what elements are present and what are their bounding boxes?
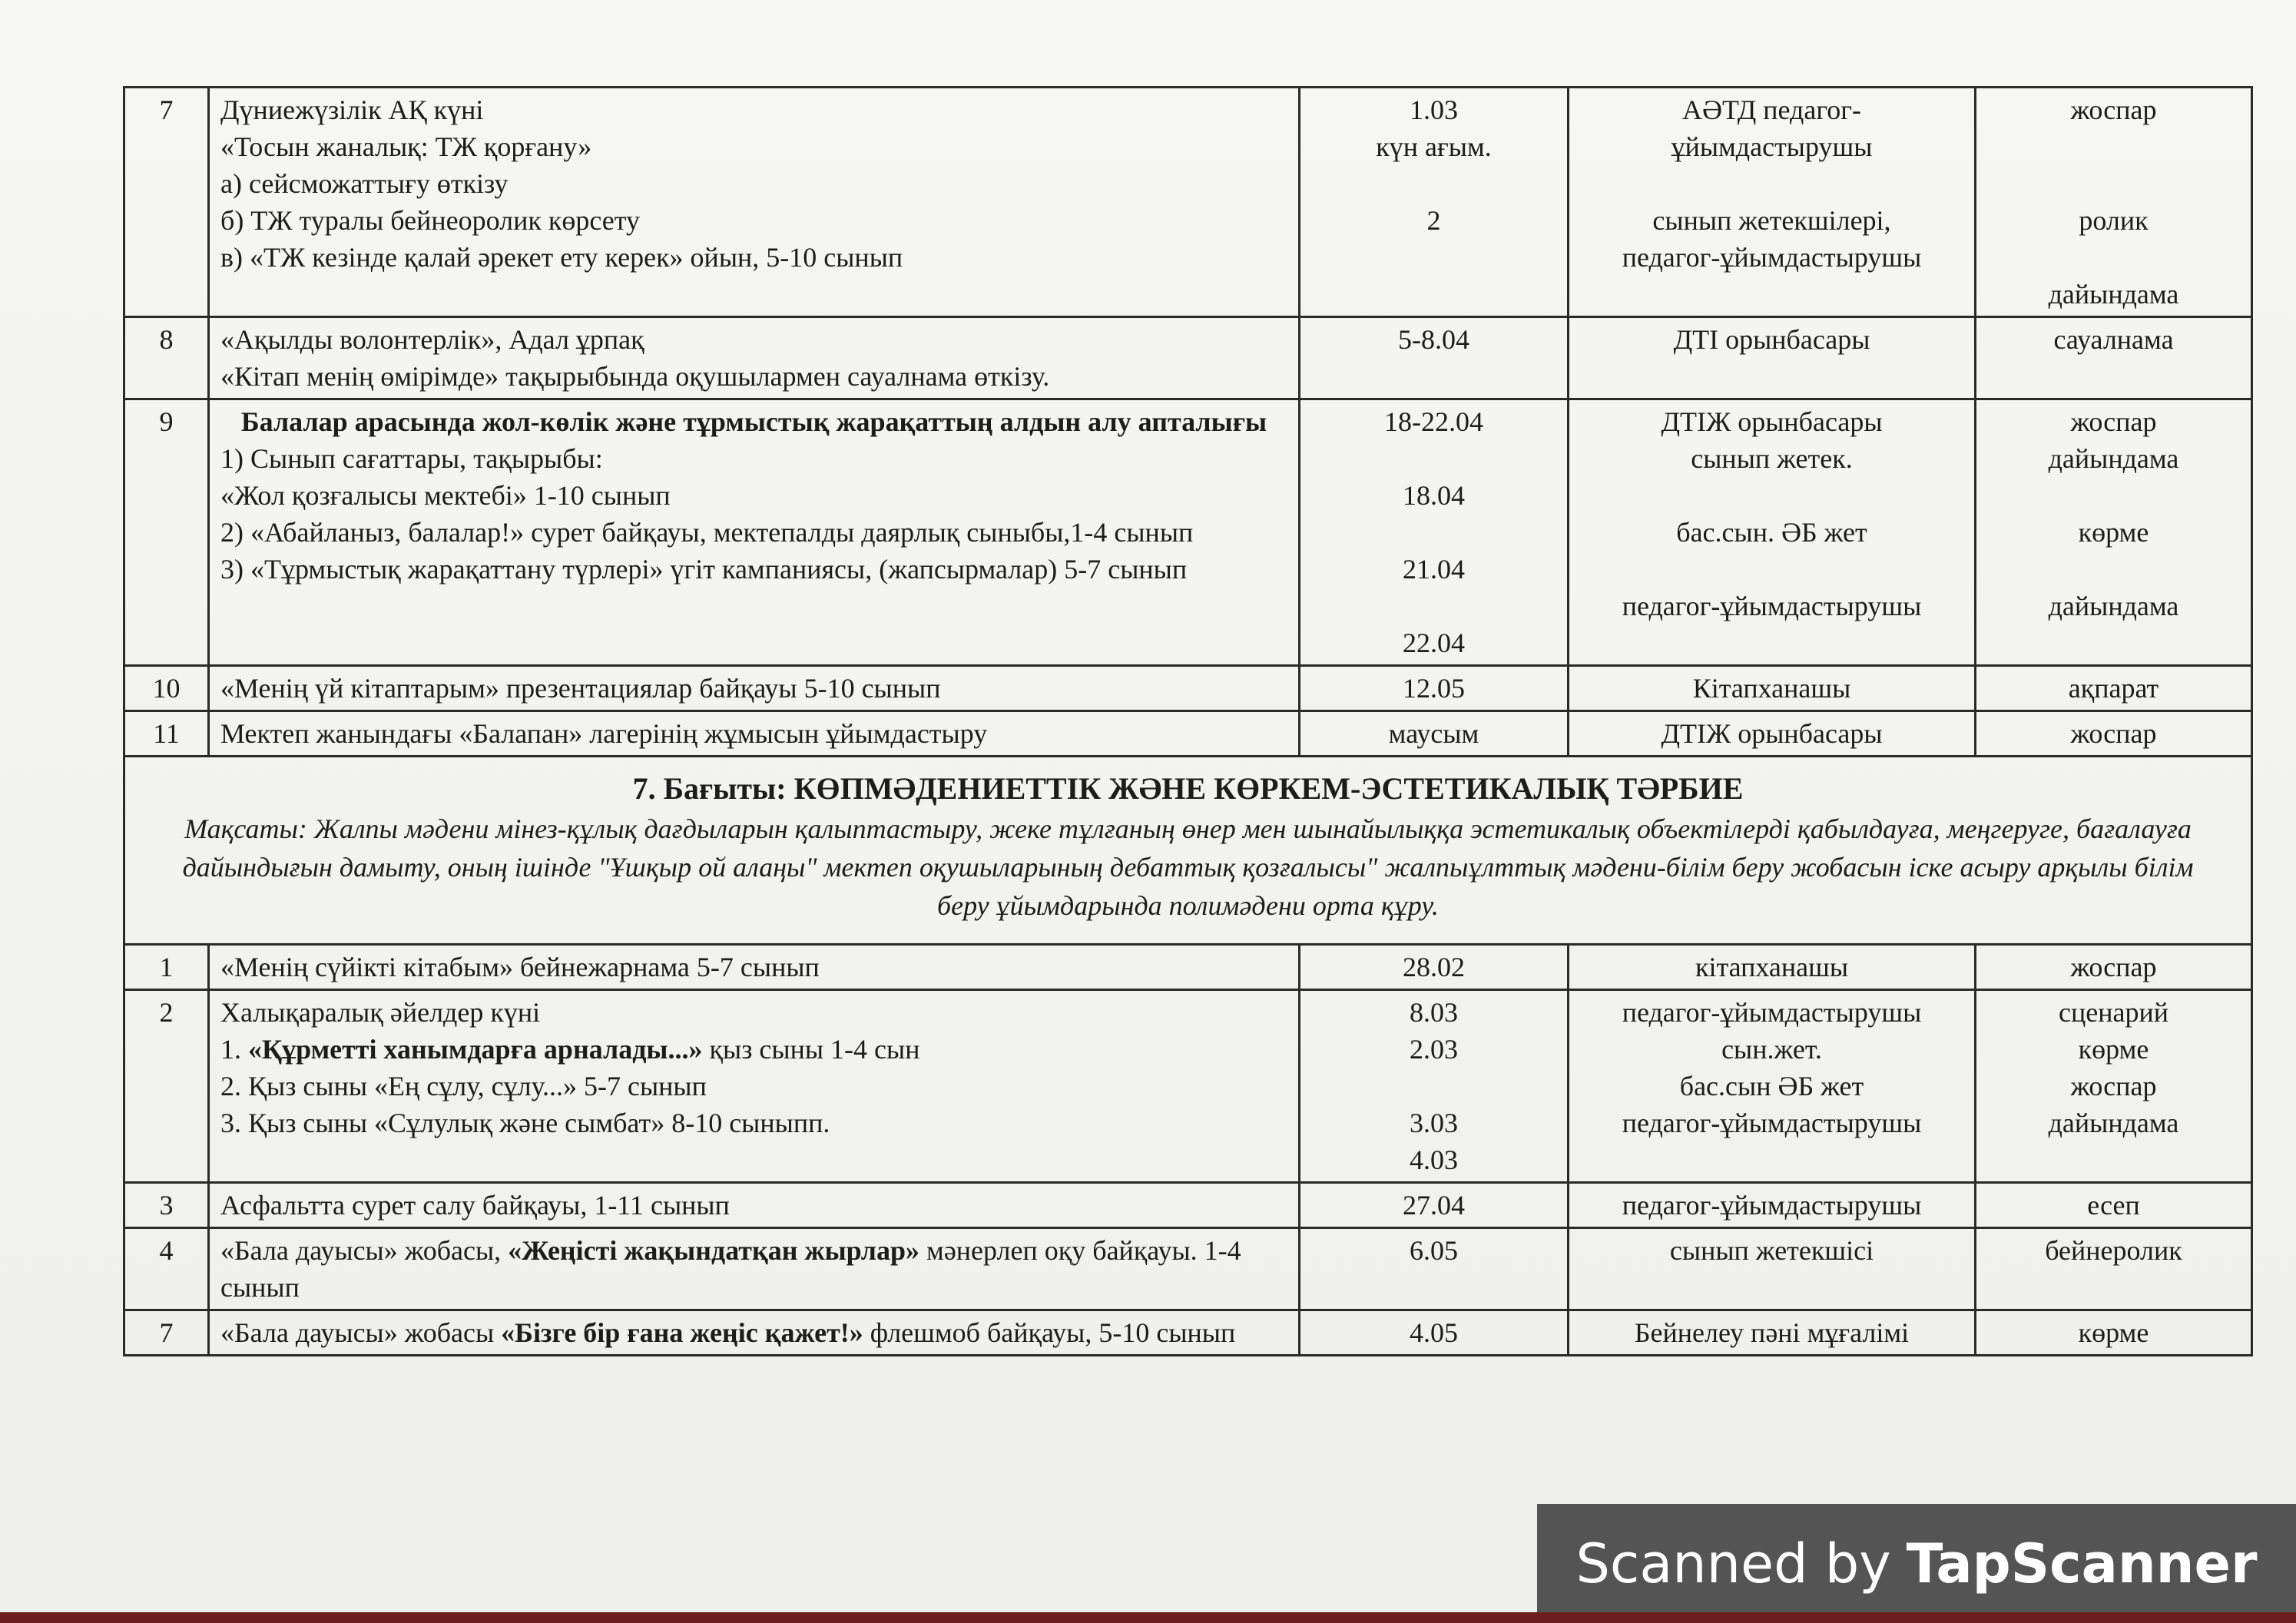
row-number: 9 <box>124 399 209 666</box>
row-number: 4 <box>124 1228 209 1310</box>
form-cell-line: жоспар <box>2070 718 2157 749</box>
row-number: 1 <box>124 945 209 990</box>
date-cell <box>1300 1183 1569 1228</box>
responsible-cell-line: педагог-ұйымдастырушы <box>1622 1190 1922 1221</box>
date-cell <box>1300 317 1569 399</box>
responsible-cell-line: ДТІЖ орынбасары <box>1661 718 1883 749</box>
row-number: 11 <box>124 711 209 757</box>
table-row <box>124 945 2252 990</box>
event-cell <box>209 1228 1300 1310</box>
row-number: 10 <box>124 666 209 711</box>
form-cell-line: жоспар <box>2070 1071 2157 1101</box>
form-cell-line: жоспар <box>2070 406 2157 437</box>
responsible-cell-line: бас.сын ӘБ жет <box>1679 1071 1864 1101</box>
responsible-cell-line: педагог-ұйымдастырушы <box>1622 1108 1922 1138</box>
table-row <box>124 1228 2252 1310</box>
event-line: а) сейсможаттығу өткізу <box>220 168 509 199</box>
table-body-top <box>124 88 2252 757</box>
form-cell <box>1976 1183 2252 1228</box>
form-cell <box>1976 945 2252 990</box>
event-line: «Кітап менің өмірімде» тақырыбында оқушылармен сауалнама өткізу. <box>220 361 1050 392</box>
table-row <box>124 88 2252 317</box>
date-cell-line: 1.03 <box>1410 94 1458 125</box>
date-cell-line: 28.02 <box>1403 952 1465 982</box>
responsible-cell-line: педагог-ұйымдастырушы <box>1622 242 1922 273</box>
table-row <box>124 399 2252 666</box>
event-line: 3) «Тұрмыстық жарақаттану түрлері» үгіт кампаниясы, (жапсырмалар) 5-7 сынып <box>220 554 1188 585</box>
event-line: Халықаралық әйелдер күні <box>220 997 541 1028</box>
desk-edge <box>0 1612 2296 1623</box>
event-line: Дүниежүзілік АҚ күні <box>220 94 484 125</box>
row-number: 8 <box>124 317 209 399</box>
date-cell-line: 22.04 <box>1403 628 1465 658</box>
table-body-bottom <box>124 945 2252 1356</box>
event-bold-title: «Құрметті ханымдарға арналады...» <box>248 1034 703 1065</box>
responsible-cell-line: ДТІ орынбасары <box>1673 324 1870 355</box>
event-line: б) ТЖ туралы бейнеоролик көрсету <box>220 205 640 236</box>
spacer <box>1580 477 1963 514</box>
event-line: «Менің сүйікті кітабым» бейнежарнама 5-7 сынып <box>220 952 820 982</box>
table-row <box>124 317 2252 399</box>
event-prefix: «Бала дауысы» жобасы, <box>220 1235 509 1266</box>
form-cell-line: жоспар <box>2070 94 2157 125</box>
spacer <box>1987 551 2240 588</box>
date-cell <box>1300 399 1569 666</box>
responsible-cell <box>1569 88 1976 317</box>
form-cell <box>1976 88 2252 317</box>
form-cell-line: көрме <box>2078 1034 2149 1065</box>
spacer <box>1311 588 1556 624</box>
event-prefix: «Бала дауысы» жобасы <box>220 1317 502 1348</box>
event-suffix: мәнерлеп оқу байқауы. 1-4 сынып <box>220 1235 1241 1303</box>
responsible-cell-line: сынып жетек. <box>1691 443 1853 474</box>
table-row <box>124 1183 2252 1228</box>
date-cell-line: маусым <box>1388 718 1479 749</box>
responsible-cell-line: ұйымдастырушы <box>1671 131 1873 162</box>
date-cell <box>1300 666 1569 711</box>
row-number: 2 <box>124 990 209 1183</box>
section-title: 7. Бағыты: КӨПМӘДЕНИЕТТІК ЖӘНЕ КӨРКЕМ-ЭСТЕТИКАЛЫҚ ТӘРБИЕ <box>632 771 1744 806</box>
section-goal: Мақсаты: Жалпы мәдени мінез-құлық дағдыларын қалыптастыру, жеке тұлғаның өнер мен шынайылыққа эстетикалық объектілерді қабылдауға, меңгеруге, бағалауға дайындығын дамыту, оның ішінде "Ұшқыр ой алаңы" мектеп оқушыларының дебаттық қозғалысы" жалпыұлттық мәдени-білім беру жобасын іске асыру арқылы білім беру ұйымдарында полимәдени орта құру. <box>182 813 2194 921</box>
section-row-group <box>124 757 2252 945</box>
form-cell <box>1976 666 2252 711</box>
form-cell-line: сауалнама <box>2053 324 2174 355</box>
spacer <box>1311 165 1556 202</box>
event-line: 1. «Құрметті ханымдарға арналады...» қыз сыны 1-4 сын <box>220 1034 920 1065</box>
form-cell-line: ролик <box>2079 205 2149 236</box>
form-cell <box>1976 990 2252 1183</box>
date-cell-line: 18.04 <box>1403 480 1465 511</box>
row-number: 3 <box>124 1183 209 1228</box>
event-line: 2. Қыз сыны «Ең сұлу, сұлу...» 5-7 сынып <box>220 1071 707 1101</box>
date-cell-line: 6.05 <box>1410 1235 1458 1266</box>
table-row <box>124 711 2252 757</box>
responsible-cell-line: педагог-ұйымдастырушы <box>1622 591 1922 621</box>
event-cell <box>209 1310 1300 1356</box>
date-cell <box>1300 711 1569 757</box>
responsible-cell-line: бас.сын. ӘБ жет <box>1676 517 1867 548</box>
responsible-cell-line: АӘТД педагог- <box>1682 94 1861 125</box>
responsible-cell <box>1569 990 1976 1183</box>
responsible-cell <box>1569 945 1976 990</box>
plan-table <box>123 86 2253 1356</box>
responsible-cell <box>1569 1183 1976 1228</box>
form-cell-line: жоспар <box>2070 952 2157 982</box>
date-cell-line: 12.05 <box>1403 673 1465 704</box>
responsible-cell <box>1569 1310 1976 1356</box>
date-cell <box>1300 88 1569 317</box>
table-row <box>124 1310 2252 1356</box>
event-bold-title: «Жеңісті жақындатқан жырлар» <box>508 1235 920 1266</box>
date-cell <box>1300 1310 1569 1356</box>
scanner-watermark <box>1537 1504 2296 1623</box>
event-cell <box>209 88 1300 317</box>
table-row <box>124 990 2252 1183</box>
event-line: 1) Сынып сағаттары, тақырыбы: <box>220 443 603 474</box>
spacer <box>1987 477 2240 514</box>
form-cell-line: көрме <box>2078 517 2149 548</box>
responsible-cell-line: сынып жетекшісі <box>1669 1235 1874 1266</box>
watermark-brand: TapScanner <box>1906 1532 2258 1595</box>
event-cell <box>209 990 1300 1183</box>
event-line: 3. Қыз сыны «Сұлулық және сымбат» 8-10 сыныпп. <box>220 1108 830 1138</box>
event-line: Мектеп жанындағы «Балапан» лагерінің жұмысын ұйымдастыру <box>220 718 988 749</box>
responsible-cell <box>1569 399 1976 666</box>
spacer <box>1987 128 2240 165</box>
form-cell-line: дайындама <box>2048 443 2179 474</box>
responsible-cell <box>1569 317 1976 399</box>
event-title: Балалар арасында жол-көлік және тұрмыстық жарақаттың алдын алу апталығы <box>240 406 1267 437</box>
spacer <box>1580 165 1963 202</box>
responsible-cell-line: ДТІЖ орынбасары <box>1661 406 1883 437</box>
form-cell-line: дайындама <box>2048 1108 2179 1138</box>
date-cell-line: 3.03 <box>1410 1108 1458 1138</box>
event-cell <box>209 317 1300 399</box>
event-line: 2) «Абайланыз, балалар!» сурет байқауы, мектепалды даярлық сыныбы,1-4 сынып <box>220 517 1194 548</box>
spacer <box>1311 1068 1556 1105</box>
responsible-cell-line: сын.жет. <box>1721 1034 1822 1065</box>
spacer <box>1311 440 1556 477</box>
event-line: «Тосын жаналық: ТЖ қорғану» <box>220 131 592 162</box>
date-cell-line: 5-8.04 <box>1398 324 1469 355</box>
responsible-cell-line: кітапханашы <box>1695 952 1849 982</box>
event-line: Асфальтта сурет салу байқауы, 1-11 сынып <box>220 1190 730 1221</box>
form-cell <box>1976 1310 2252 1356</box>
date-cell-line: күн ағым. <box>1376 131 1492 162</box>
form-cell-line: бейнеролик <box>2045 1235 2182 1266</box>
event-cell <box>209 711 1300 757</box>
event-line: «Менің үй кітаптарым» презентациялар байқауы 5-10 сынып <box>220 673 941 704</box>
event-line: «Жол қозғалысы мектебі» 1-10 сынып <box>220 480 671 511</box>
section-row <box>124 757 2252 945</box>
form-cell-line: дайындама <box>2048 591 2179 621</box>
responsible-cell <box>1569 666 1976 711</box>
date-cell-line: 4.05 <box>1410 1317 1458 1348</box>
event-line <box>220 1232 1287 1306</box>
responsible-cell-line: сынып жетекшілері, <box>1652 205 1891 236</box>
date-cell <box>1300 1228 1569 1310</box>
spacer <box>1987 239 2240 276</box>
section-header-cell <box>124 757 2252 945</box>
event-cell <box>209 666 1300 711</box>
spacer <box>1311 514 1556 551</box>
responsible-cell-line: педагог-ұйымдастырушы <box>1622 997 1922 1028</box>
row-number: 7 <box>124 1310 209 1356</box>
form-cell-line: есеп <box>2087 1190 2140 1221</box>
form-cell <box>1976 1228 2252 1310</box>
date-cell-line: 27.04 <box>1403 1190 1465 1221</box>
spacer <box>1580 551 1963 588</box>
date-cell-line: 18-22.04 <box>1384 406 1483 437</box>
responsible-cell-line: Бейнелеу пәні мұғалімі <box>1634 1317 1910 1348</box>
event-cell <box>209 945 1300 990</box>
form-cell-line: сценарий <box>2059 997 2168 1028</box>
form-cell <box>1976 317 2252 399</box>
date-cell-line: 8.03 <box>1410 997 1458 1028</box>
date-cell <box>1300 945 1569 990</box>
responsible-cell <box>1569 711 1976 757</box>
event-line: в) «ТЖ кезінде қалай әрекет ету керек» ойын, 5-10 сынып <box>220 242 903 273</box>
form-cell-line: көрме <box>2078 1317 2149 1348</box>
table-row <box>124 666 2252 711</box>
event-line <box>220 1314 1287 1351</box>
form-cell-line: дайындама <box>2048 279 2179 310</box>
event-cell <box>209 399 1300 666</box>
form-cell <box>1976 711 2252 757</box>
date-cell-line: 4.03 <box>1410 1144 1458 1175</box>
responsible-cell-line: Кітапханашы <box>1692 673 1851 704</box>
date-cell-line: 2 <box>1426 205 1441 236</box>
date-cell-line: 21.04 <box>1403 554 1465 585</box>
responsible-cell <box>1569 1228 1976 1310</box>
event-bold-title: «Бізге бір ғана жеңіс қажет!» <box>501 1317 863 1348</box>
event-line: «Ақылды волонтерлік», Адал ұрпақ <box>220 324 644 355</box>
event-cell <box>209 1183 1300 1228</box>
spacer <box>1987 165 2240 202</box>
watermark-prefix: Scanned by <box>1575 1532 1891 1595</box>
date-cell <box>1300 990 1569 1183</box>
form-cell <box>1976 399 2252 666</box>
row-number: 7 <box>124 88 209 317</box>
date-cell-line: 2.03 <box>1410 1034 1458 1065</box>
event-suffix: флешмоб байқауы, 5-10 сынып <box>863 1317 1236 1348</box>
form-cell-line: ақпарат <box>2068 673 2159 704</box>
